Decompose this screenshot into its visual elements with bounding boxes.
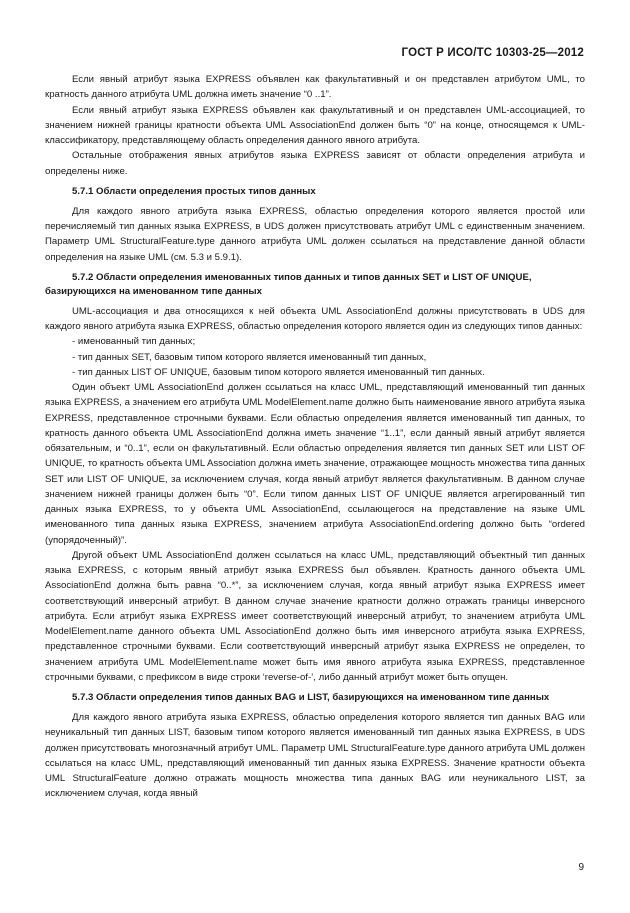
section-heading-5-7-3: 5.7.3 Области определения типов данных BAG и LIST, базирующихся на именованном типе данных [72,692,550,703]
paragraph: Остальные отображения явных атрибутов языка EXPRESS зависят от области определения атрибута и определены ниже. [45,150,585,177]
paragraph: Если явный атрибут языка EXPRESS объявлен как факультативный и он представлен атрибутом UML, то кратность данного атрибута UML должна иметь значение “0 ..1”. [45,74,585,101]
paragraph: Другой объект UML AssociationEnd должен ссылаться на класс UML, представляющий объектный тип данных языка EXPRESS, с которым явный атрибут языка EXPRESS был объявлен. Кратность данного объекта UML AssociationEnd должна быть равна “0..*”, за исключением случая, когда явный атрибут языка EXPRESS имеет соответствующий инверсный атрибут. В данном случае значение кратности должно отражать границы инверсного атрибута. Если атрибут языка EXPRESS имеет соответствующий инверсный атрибут, то значением атрибута UML ModelElement.name данного объекта UML AssociationEnd должно быть имя инверсного атрибута языка EXPRESS, представленное строчными буквами. Если соответствующий инверсный атрибут языка EXPRESS не определен, то значением атрибута UML ModelElement.name может быть имя явного атрибута языка EXPRESS, представленное строчными буквами, с префиксом в виде строки ‘reverse-of-’, либо данный атрибут может быть опущен. [45,549,585,683]
list-item: - именованный тип данных; [72,336,196,348]
paragraph: UML-ассоциация и два относящихся к ней объекта UML AssociationEnd должны присутствовать в UDS для каждого явного атрибута языка EXPRESS, областью определения которого является один из следующих типов данных: [45,305,585,332]
paragraph: Для каждого явного атрибута языка EXPRESS, областью определения которого является простой или перечисляемый тип данных языка EXPRESS, в UDS должен присутствовать атрибут UML с единственным значением. Параметр UML StructuralFeature.type данного атрибута UML должен ссылаться на представление данной области определения на языке UML (см. 5.3 и 5.9.1). [45,205,585,263]
section-heading-5-7-2: 5.7.2 Области определения именованных типов данных и типов данных SET и LIST OF UNIQUE, базирующихся на именованном типе данных [45,271,532,297]
paragraph: Для каждого явного атрибута языка EXPRESS, областью определения которого является тип данных BAG или неуникальный тип данных LIST, базовым типом которого является именованный тип данных языка EXPRESS, в UDS должен присутствовать многозначный атрибут UML. Параметр UML StructuralFeature.type данного атрибута UML должен ссылаться на класс UML, представляющий именованный тип данных языка EXPRESS. Значение кратности объекта UML StructuralFeature должно отражать мощность множества типа данных BAG или неуникального LIST, за исключением случая, когда явный [45,712,585,800]
page-number: 9 [578,862,584,873]
list-item: - тип данных SET, базовым типом которого является именованный тип данных, [72,351,427,363]
paragraph: Один объект UML AssociationEnd должен ссылаться на класс UML, представляющий именованный тип данных языка EXPRESS, а значением его атрибута UML ModelElement.name должно быть наименование явного атрибута языка EXPRESS, представленное строчными буквами. Если областью определения является именованный тип данных, то кратность данного объекта UML AssociationEnd должна иметь значение “1..1”, если данный явный атрибут является обязательным, и “0..1”, если он факультативный. Если областью определения является тип данных SET или LIST OF UNIQUE, то кратность объекта UML Association должна иметь значение, отражающее мощность множества типа данных SET или LIST OF UNIQUE, за исключением случая, когда явный атрибут является факультативным. В данном случае значением нижней границы должен быть “0”. Если типом данных LIST OF UNIQUE является агрегированный тип данных языка EXPRESS, то у объекта UML AssociationEnd, ссылающегося на представление на языке UML именованного типа данных языка EXPRESS, значением атрибута AssociationEnd.ordering должно быть “ordered (упорядоченный)”. [45,382,586,546]
document-header: ГОСТ Р ИСО/ТС 10303-25—2012 [401,47,584,59]
list-item: - тип данных LIST OF UNIQUE, базовым типом которого является именованный тип данных. [72,366,485,378]
paragraph: Если явный атрибут языка EXPRESS объявлен как факультативный и он представлен UML-ассоциацией, то значением нижней границы кратности объекта UML AssociationEnd должен быть “0” на конце, относящемся к UML-классификатору, представляющему область определения данного явного атрибута. [45,104,585,146]
document-body [45,72,585,802]
section-heading-5-7-1: 5.7.1 Области определения простых типов данных [72,185,316,197]
